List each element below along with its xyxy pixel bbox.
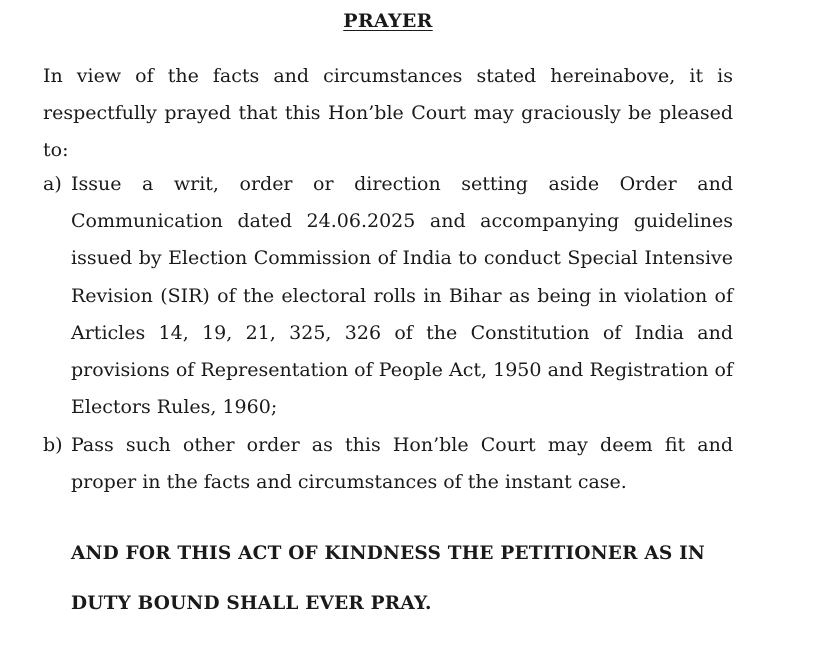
- list-marker: a): [43, 173, 62, 195]
- prayer-item-text: Issue a writ, order or direction setting aside Order and Communication dated 24.06.2025 and accompanying guidelines issued by Election Commission of India to conduct Special Intensive Revision (SIR) of the electoral rolls in Bihar as being in violation of Articles 14, 19, 21, 325, 326 of the Constitution of India and provisions of Representation of People Act, 1950 and Registration of Electors Rules, 1960;: [71, 173, 733, 419]
- closing-line-2: DUTY BOUND SHALL EVER PRAY.: [71, 593, 432, 614]
- prayer-item-text: Pass such other order as this Hon’ble Court may deem fit and proper in the facts and circumstances of the instant case.: [71, 434, 733, 494]
- closing-line-1: AND FOR THIS ACT OF KINDNESS THE PETITIONER AS IN: [71, 543, 706, 564]
- prayer-item-b: [43, 427, 733, 501]
- intro-paragraph: In view of the facts and circumstances stated hereinabove, it is respectfully prayed that this Hon’ble Court may graciously be pleased to:: [43, 65, 733, 162]
- prayer-item-a: [43, 166, 733, 426]
- page-title: PRAYER: [343, 10, 433, 32]
- list-marker: b): [43, 434, 63, 456]
